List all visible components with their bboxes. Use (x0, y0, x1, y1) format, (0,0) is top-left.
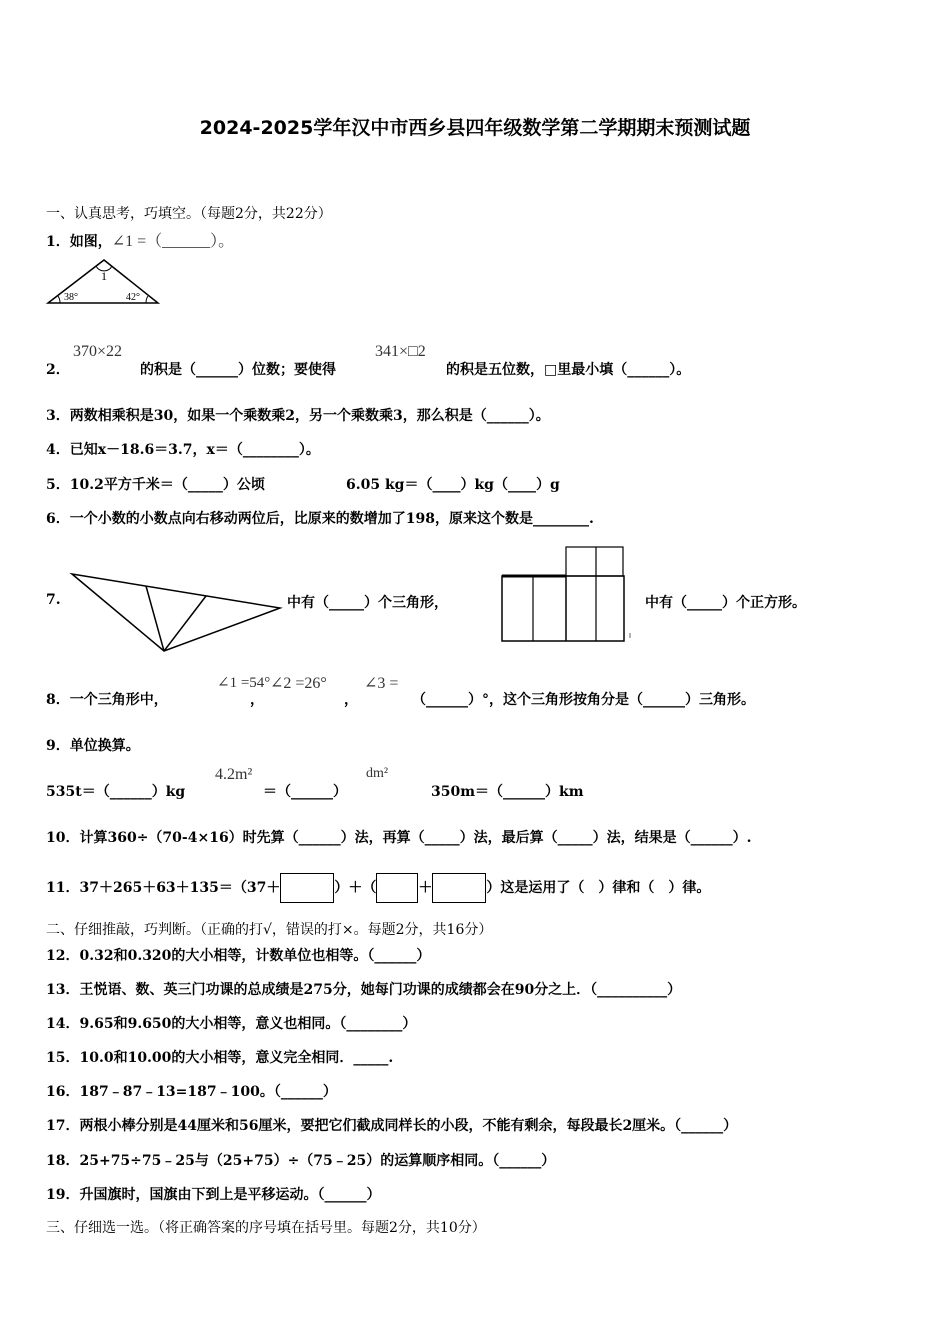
question-15: 15．10.0和10.00的大小相等，意义完全相同．_____. (46, 1050, 394, 1066)
q11-answer-box-1[interactable] (280, 873, 334, 903)
q9-unit: dm² (366, 766, 389, 781)
q5-part-a: 5．10.2平方千米＝（_____）公顷 (46, 477, 265, 493)
question-11 (46, 873, 710, 903)
q9-title: 9．单位换算。 (46, 738, 140, 754)
q2-text2: 的积是五位数，□里最小填（______）。 (446, 362, 691, 378)
question-1 (46, 228, 234, 251)
q2-num: 2． (46, 362, 70, 378)
q8-angle1: ∠1 =54° (217, 675, 271, 691)
q11-part-b: ）＋（ (334, 880, 377, 896)
section-3-heading: 三、仔细选一选。（将正确答案的序号填在括号里。每题2分，共10分） (46, 1220, 486, 1236)
q7-num: 7. (46, 592, 61, 608)
question-13: 13．王悦语、数、英三门功课的总成绩是275分，她每门功课的成绩都会在90分之上．（__________） (46, 982, 682, 998)
question-16: 16．187﹣87﹣13=187﹣100。（______） (46, 1084, 337, 1100)
q9-part-c: 350m＝（______）km (431, 784, 584, 800)
question-12: 12．0.32和0.320的大小相等，计数单位也相等。（______） (46, 948, 431, 964)
question-17: 17．两根小棒分别是44厘米和56厘米，要把它们截成同样长的小段，不能有剩余，每段最长2厘米。（______） (46, 1118, 738, 1134)
q1-prefix: 1．如图， (46, 234, 112, 250)
q11-part-d: ）这是运用了（ ）律和（ ）律。 (486, 880, 711, 896)
q9-part-a: 535t＝（______）kg (46, 784, 186, 800)
q1-left-angle: 38° (64, 292, 78, 303)
q7-square-figure (500, 545, 634, 643)
q7-text2: 中有（_____）个正方形。 (645, 595, 806, 611)
question-19: 19．升国旗时，国旗由下到上是平移运动。（______） (46, 1187, 381, 1203)
question-3: 3．两数相乘积是30，如果一个乘数乘2，另一个乘数乘3，那么积是（______）。 (46, 408, 550, 424)
q1-apex-label: 1 (101, 269, 107, 283)
q7-triangle-figure (72, 572, 282, 654)
q1-expr: ∠1 =（______）。 (111, 233, 235, 250)
question-10: 10．计算360÷（70-4×16）时先算（______）法，再算（_____）法，最后算（_____）法，结果是（______）. (46, 830, 752, 846)
question-6: 6．一个小数的小数点向右移动两位后，比原来的数增加了198，原来这个数是________. (46, 511, 594, 527)
q11-part-a: 11．37＋265＋63＋135＝（37＋ (46, 880, 281, 896)
q8-suffix: （______）°，这个三角形按角分是（______）三角形。 (412, 692, 755, 708)
question-14: 14．9.65和9.650的大小相等，意义也相同。（________） (46, 1016, 417, 1032)
page-title: 2024-2025学年汉中市西乡县四年级数学第二学期期末预测试题 (199, 117, 751, 139)
q8-comma1: ， (250, 692, 264, 708)
q8-comma2: ， (344, 692, 358, 708)
question-4: 4．已知x－18.6＝3.7，x＝（________）。 (46, 442, 320, 458)
q9-part-b: ＝（______） (263, 784, 347, 800)
section-2-heading: 二、仔细推敲，巧判断。（正确的打√，错误的打×。每题2分，共16分） (46, 922, 493, 938)
q11-answer-box-2[interactable] (376, 873, 418, 903)
q1-right-angle: 42° (126, 292, 140, 303)
q1-triangle-figure (46, 258, 161, 308)
q7-text1: 中有（_____）个三角形， (287, 595, 448, 611)
q8-prefix: 8．一个三角形中， (46, 692, 168, 708)
q2-expr2: 341×□2 (375, 343, 426, 360)
q2-text1: 的积是（______）位数；要使得 (140, 362, 336, 378)
q9-area-value: 4.2m² (215, 766, 253, 783)
q8-angle2: ∠2 =26° (270, 675, 327, 692)
section-1-heading: 一、认真思考，巧填空。（每题2分，共22分） (46, 206, 332, 222)
q11-answer-box-3[interactable] (432, 873, 486, 903)
question-18: 18．25+75÷75﹣25与（25+75）÷（75﹣25）的运算顺序相同。（______） (46, 1153, 556, 1169)
q2-expr1: 370×22 (73, 343, 123, 360)
q8-angle3: ∠3 = (364, 675, 399, 692)
q11-part-c: ＋ (418, 880, 433, 896)
q5-part-b: 6.05 kg＝（____）kg（____）g (346, 477, 560, 493)
